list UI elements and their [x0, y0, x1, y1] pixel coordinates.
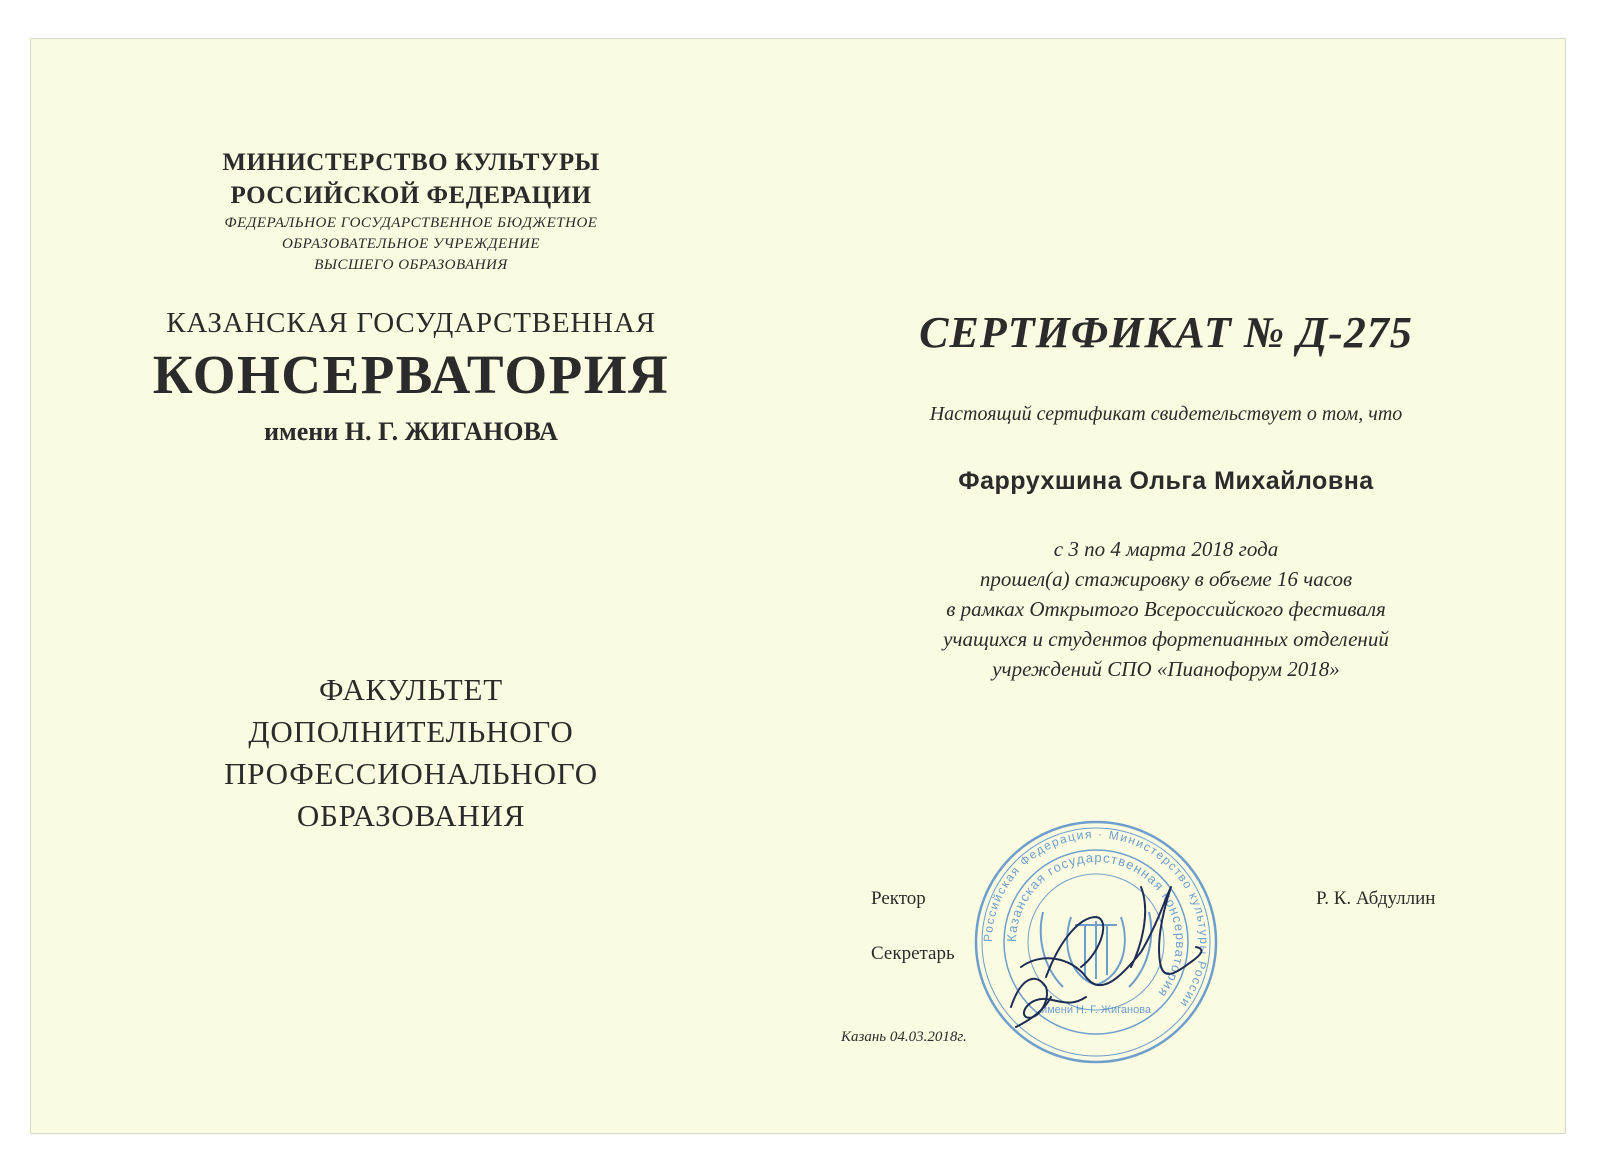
body-line-5: учреждений СПО «Пианофорум 2018»: [992, 657, 1340, 681]
stamp-center-text: имени Н. Г. Жиганова: [1040, 1004, 1152, 1016]
ministry-line-1: МИНИСТЕРСТВО КУЛЬТУРЫ: [222, 149, 600, 176]
faculty-line-2: ДОПОЛНИТЕЛЬНОГО: [248, 714, 574, 749]
federal-line-3: ВЫСШЕГО ОБРАЗОВАНИЯ: [314, 257, 508, 273]
stamp-inner-text: Казанская государственная консерватория: [1003, 849, 1189, 1001]
stamp-outer-text: Российская Федерация · Министерство культуры России: [980, 826, 1212, 1011]
federal-line-2: ОБРАЗОВАТЕЛЬНОЕ УЧРЕЖДЕНИЕ: [281, 236, 541, 252]
ministry-line-2: РОССИЙСКОЙ ФЕДЕРАЦИИ: [230, 182, 592, 209]
institution-line-2: КОНСЕРВАТОРИЯ: [152, 344, 670, 405]
certificate-title: СЕРТИФИКАТ № Д-275: [919, 308, 1413, 357]
certificate-intro: Настоящий сертификат свидетельствует о том, что: [929, 403, 1403, 425]
rector-label: Ректор: [871, 888, 926, 909]
body-line-4: учащихся и студентов фортепианных отделений: [943, 627, 1389, 651]
body-line-1: с 3 по 4 марта 2018 года: [1053, 537, 1279, 561]
secretary-label: Секретарь: [871, 943, 955, 964]
handwritten-signature: [991, 857, 1231, 1047]
recipient-name: Фаррухшина Ольга Михайловна: [958, 467, 1374, 495]
rector-name: Р. К. Абдуллин: [1316, 888, 1436, 909]
institution-line-3: имени Н. Г. ЖИГАНОВА: [264, 417, 558, 446]
place-and-date: Казань 04.03.2018г.: [841, 1029, 967, 1045]
faculty-line-3: ПРОФЕССИОНАЛЬНОГО: [224, 756, 598, 791]
federal-line-1: ФЕДЕРАЛЬНОЕ ГОСУДАРСТВЕННОЕ БЮДЖЕТНОЕ: [224, 215, 598, 231]
institution-line-1: КАЗАНСКАЯ ГОСУДАРСТВЕННАЯ: [166, 307, 656, 339]
faculty-line-4: ОБРАЗОВАНИЯ: [296, 798, 526, 833]
certificate-sheet: [30, 38, 1566, 1134]
faculty-line-1: ФАКУЛЬТЕТ: [319, 672, 503, 707]
body-line-3: в рамках Открытого Всероссийского фестиваля: [946, 597, 1386, 621]
body-line-2: прошел(а) стажировку в объеме 16 часов: [979, 567, 1353, 591]
